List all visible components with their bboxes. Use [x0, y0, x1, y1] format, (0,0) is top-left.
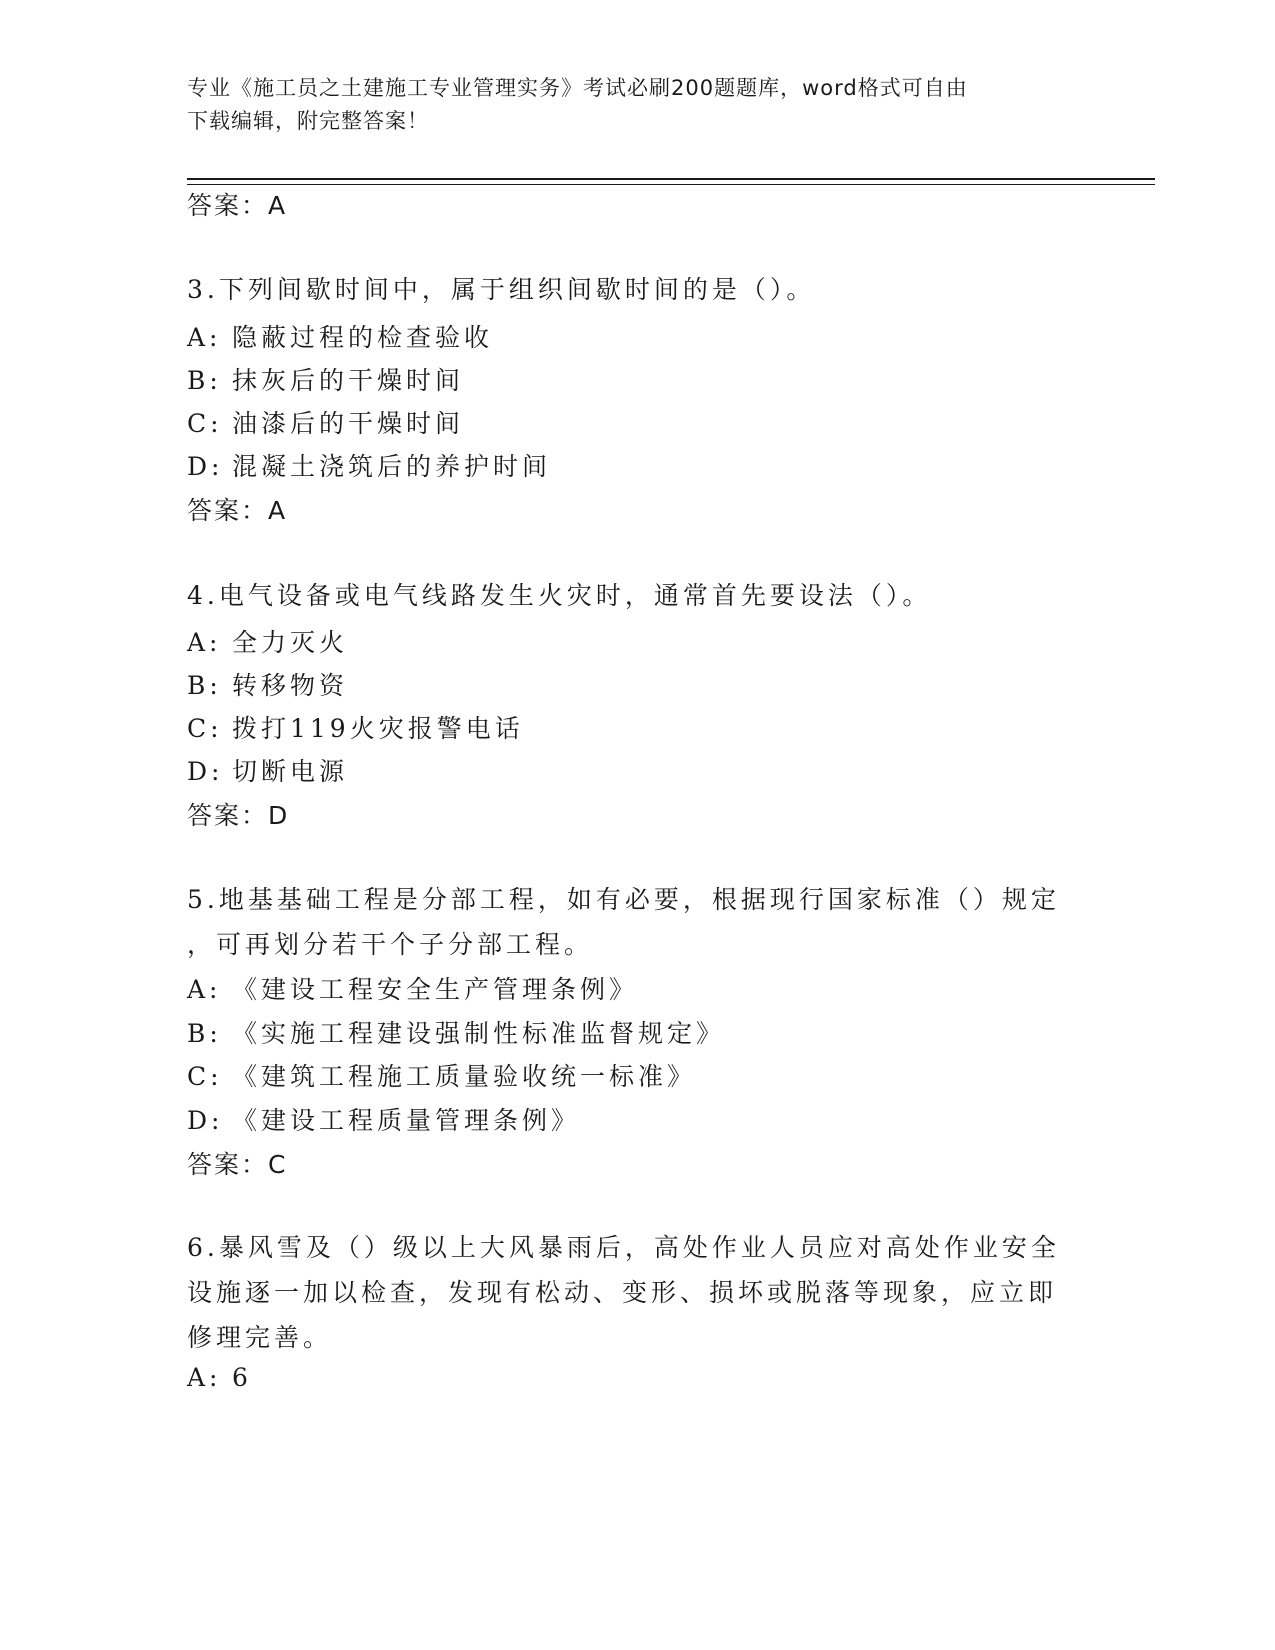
option-row — [187, 404, 464, 440]
option-text: 切断电源 — [232, 757, 349, 786]
option-text: 拨打119火灾报警电话 — [232, 714, 524, 743]
option-row — [187, 666, 348, 702]
option-letter: B: — [187, 366, 222, 395]
option-letter: C: — [187, 1062, 223, 1091]
question-stem — [187, 267, 1067, 312]
option-row — [187, 970, 638, 1006]
option-letter: C: — [187, 409, 223, 438]
answer-line: 答案：A — [187, 496, 288, 525]
option-row — [187, 447, 551, 483]
option-text: 6 — [232, 1363, 252, 1392]
option-text: 抹灰后的干燥时间 — [232, 366, 465, 395]
option-letter: A: — [187, 323, 222, 352]
option-letter: A: — [187, 1363, 222, 1392]
answer-line: 答案：D — [187, 801, 290, 830]
question-stem — [187, 1225, 1067, 1360]
stem-line: 3.下列间歇时间中，属于组织间歇时间的是（）。 — [187, 275, 816, 304]
option-row — [187, 1363, 252, 1392]
stem-line: 6.暴风雪及（）级以上大风暴雨后，高处作业人员应对高处作业安全 — [187, 1233, 1060, 1262]
option-text: 全力灭火 — [232, 628, 349, 657]
answer-line: 答案：A — [187, 191, 288, 220]
option-text: 隐蔽过程的检查验收 — [232, 323, 494, 352]
option-row — [187, 361, 464, 397]
answer-line: 答案：C — [187, 1150, 288, 1179]
option-text: 《实施工程建设强制性标准监督规定》 — [232, 1019, 726, 1048]
option-letter: B: — [187, 1019, 222, 1048]
option-letter: D: — [187, 1106, 224, 1135]
option-text: 《建设工程质量管理条例》 — [232, 1106, 581, 1135]
header-line-2: 下载编辑，附完整答案！ — [187, 109, 429, 133]
option-letter: C: — [187, 714, 223, 743]
option-row — [187, 318, 493, 354]
stem-line: 设施逐一加以检查，发现有松动、变形、损坏或脱落等现象，应立即 — [187, 1278, 1058, 1307]
question-stem — [187, 573, 1067, 618]
option-row — [187, 709, 524, 745]
header-line-1: 专业《施工员之土建施工专业管理实务》考试必刷200题题库，word格式可自由 — [187, 76, 968, 100]
option-row — [187, 1101, 580, 1137]
option-text: 《建设工程安全生产管理条例》 — [232, 975, 639, 1004]
option-row — [187, 1014, 725, 1050]
question-stem — [187, 877, 1067, 967]
stem-line: 5.地基基础工程是分部工程，如有必要，根据现行国家标准（）规定 — [187, 885, 1060, 914]
option-row — [187, 752, 348, 788]
stem-line: ，可再划分若干个子分部工程。 — [187, 930, 594, 959]
document-header — [187, 72, 1087, 138]
option-letter: D: — [187, 452, 224, 481]
option-row — [187, 623, 348, 659]
stem-line: 4.电气设备或电气线路发生火灾时，通常首先要设法（）。 — [187, 581, 932, 610]
option-letter: D: — [187, 757, 224, 786]
stem-line: 修理完善。 — [187, 1323, 333, 1352]
header-rule-thick — [187, 178, 1155, 180]
option-letter: A: — [187, 628, 222, 657]
option-text: 混凝土浇筑后的养护时间 — [232, 452, 552, 481]
header-rule-thin — [187, 184, 1155, 185]
option-text: 油漆后的干燥时间 — [232, 409, 465, 438]
option-letter: B: — [187, 671, 222, 700]
option-text: 转移物资 — [232, 671, 349, 700]
option-text: 《建筑工程施工质量验收统一标准》 — [232, 1062, 697, 1091]
option-row — [187, 1057, 696, 1093]
option-letter: A: — [187, 975, 222, 1004]
